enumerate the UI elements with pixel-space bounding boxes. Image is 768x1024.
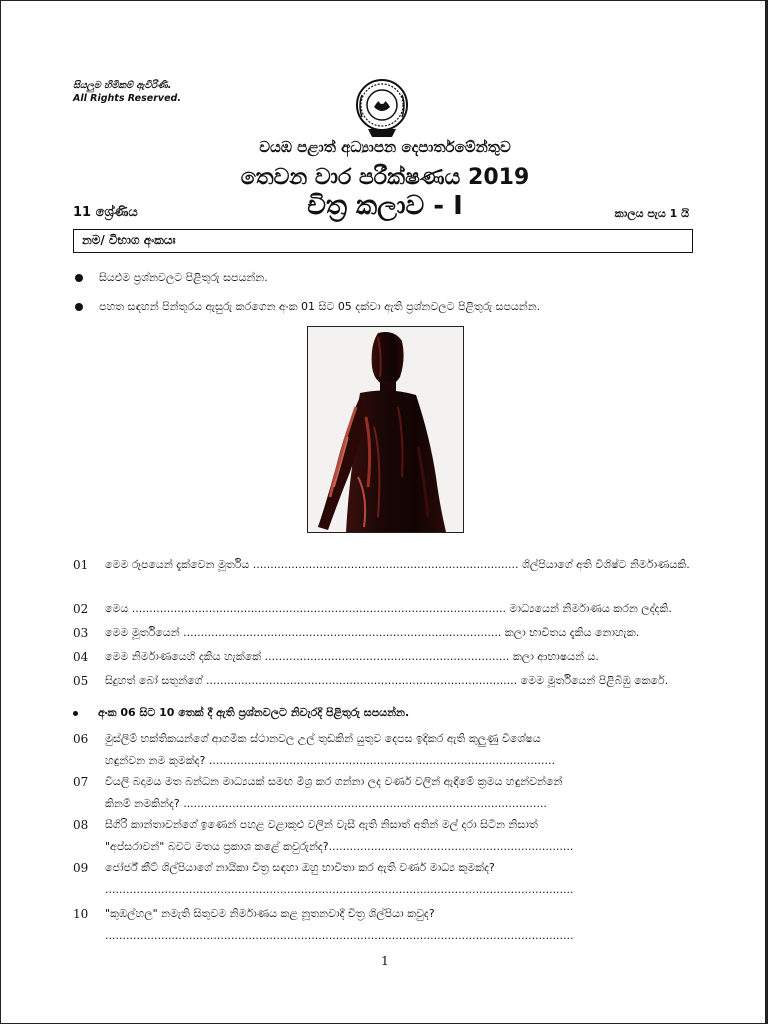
question-text: මෙම මූර්තියෙන් ........................................................................................... කලා භාවිතය දැකිය නොහැක.	[105, 626, 640, 639]
answer-line[interactable]: ......................................................................................................................................	[105, 929, 574, 942]
question-text: වියලි බදාමය මත බන්ධන මාධ්‍යයක් සමඟ මිශ්‍ර කර ගන්නා ලද වර්ණ වලින් ඇඳීමේ ක්‍රමය හඳුන්වන්නේ	[105, 775, 563, 788]
instruction-text: පහත සඳහන් පින්තූරය ඇසුරු කරගෙන අංක 01 සිට 05 දක්වා ඇති ප්‍රශ්නවලට පිළිතුරු සපයන්න.	[99, 300, 541, 313]
question-number: 02	[73, 602, 89, 616]
question-05	[73, 670, 697, 692]
question-text: මෙම රූපයෙන් දැක්වෙන මූර්තිය ............................................................................ ශිල්පියාගේ අති විශිෂ්ට නිර්මාණයකි.	[105, 558, 690, 571]
subject-title: චිත්‍ර කලාව - I	[307, 191, 463, 221]
question-number: 07	[73, 775, 89, 789]
question-01	[73, 554, 697, 576]
question-06	[73, 728, 697, 772]
question-text: "කුඹල්හල" නමැති සිතුවම නිර්මාණය කළ නූතනවාදී චිත්‍ර ශිල්පියා කවුද?	[105, 907, 435, 920]
time-label: කාලය පැය 1 යි	[614, 207, 689, 220]
name-index-field[interactable]	[73, 229, 693, 253]
question-number: 03	[73, 626, 89, 640]
question-03	[73, 622, 697, 644]
question-number: 10	[73, 907, 89, 921]
question-number: 05	[73, 674, 89, 688]
question-number: 09	[73, 861, 89, 875]
instruction-1	[75, 271, 268, 285]
answer-line[interactable]: ......................................................................................................................................	[105, 883, 574, 896]
question-08	[73, 814, 697, 858]
answer-line[interactable]: "අප්සරාවන්" බවට මතය ප්‍රකාශ කළේ කවුරුන්ද?......................................................................	[105, 840, 574, 853]
emblem-logo	[354, 77, 410, 141]
question-04	[73, 646, 697, 668]
question-number: 04	[73, 650, 89, 664]
department-name: වයඹ පළාත් අධ්‍යාපන දෙපාර්තමේන්තුව	[259, 138, 511, 156]
bullet-icon	[73, 711, 78, 716]
question-02	[73, 598, 697, 620]
bullet-icon	[75, 303, 83, 311]
sculpture-figure-drawing	[308, 327, 463, 532]
exam-title: තෙවන වාර පරීක්ෂණය 2019	[240, 165, 530, 190]
question-09	[73, 857, 697, 901]
answer-line[interactable]: කිනම් නමකින්ද? ........................................................................................................	[105, 797, 547, 810]
grade-label: 11 ශ්‍රේණිය	[73, 205, 138, 220]
question-text: මෙය ........................................................................................................... මාධ්‍යයෙන් නිර්මාණය කරන ලද්දකි.	[105, 602, 672, 615]
question-number: 08	[73, 818, 89, 832]
question-text: ජෝර්ජ් කීට් ශිල්පියාගේ නායිකා චිත්‍ර සඳහා ඔහු භාවිතා කර ඇති වර්ණ මාධ්‍ය කුමක්ද?	[105, 861, 495, 874]
rights-notice	[73, 79, 181, 105]
bullet-icon	[75, 274, 83, 282]
sculpture-image	[307, 326, 464, 533]
question-10	[73, 903, 697, 947]
rights-english: All Rights Reserved.	[73, 93, 181, 104]
sub-instruction-text: අංක 06 සිට 10 තෙක් දී ඇති ප්‍රශ්නවලට නිවැරදි පිළිතුරු සපයන්න.	[98, 706, 410, 719]
question-number: 06	[73, 732, 89, 746]
question-text: මෙම නිර්මාණයෙහි දකිය හැක්කේ ...................................................................... කලා ආභාෂයන් ය.	[105, 650, 599, 663]
question-07	[73, 771, 697, 815]
page-number: 1	[381, 954, 389, 968]
answer-line[interactable]: හඳුන්වන නම කුමක්ද? ...................................................................................................	[105, 754, 556, 767]
question-number: 01	[73, 558, 89, 572]
sub-instruction	[73, 706, 409, 720]
name-index-label: නම/ විභාග අංකයඃ	[82, 233, 176, 247]
question-text: සීගිරි කාන්තාවන්ගේ ඉණෙන් පහළ වළාකුළු වලින් වැසී ඇති නිසාත් අතින් මල් දරා සිටින නිසාත්	[105, 818, 538, 831]
instruction-text: සියළුම ප්‍රශ්නවලට පිළිතුරු සපයන්න.	[99, 271, 268, 284]
question-text: සිදුහත් බෝ සතුන්ගේ ......................................................................................... මෙම මූර්තියෙන් පිළිබිඹු කෙරේ.	[105, 674, 669, 687]
rights-sinhala: සියලුම හිමිකම් ඇවිරිණි.	[73, 80, 172, 91]
instruction-2	[75, 300, 540, 314]
question-text: මුස්ලිම් භක්තිකයන්ගේ ආගමික ස්ථානවල උල් තුඩකින් යුතුව දෙපස ඉදිකර ඇති කුලුණු විශේෂය	[105, 732, 541, 745]
